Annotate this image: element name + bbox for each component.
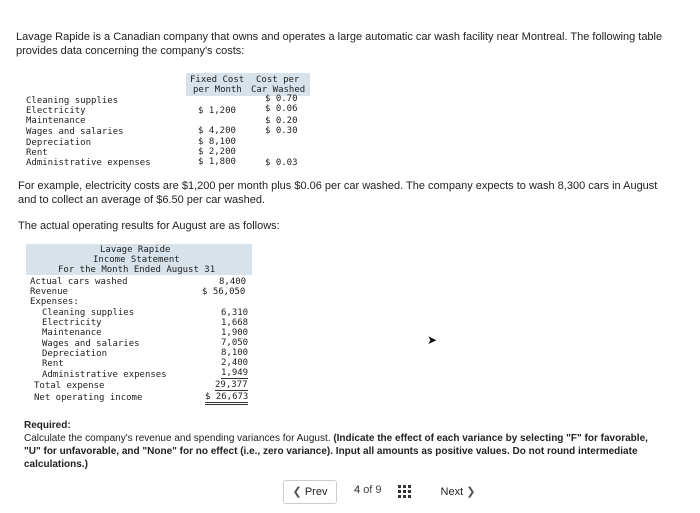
cost-row-fixed: $ 8,100 — [198, 137, 236, 147]
page-indicator — [354, 484, 382, 496]
cost-row-label: Wages and salaries — [26, 127, 124, 137]
income-title-company: Lavage Rapide — [100, 245, 171, 255]
expense-value: 1,949 — [221, 368, 249, 378]
page-of: of 9 — [363, 484, 382, 496]
cost-row-fixed: $ 1,800 — [198, 157, 236, 167]
cost-row-var: $ 0.30 — [265, 126, 298, 136]
cost-row-label: Administrative expenses — [26, 158, 151, 168]
next-button[interactable] — [430, 480, 486, 504]
prev-label: Prev — [304, 486, 328, 498]
mouse-cursor-icon: ➤ — [427, 333, 438, 347]
cost-row-label: Maintenance — [26, 116, 86, 126]
cost-row-fixed: $ 1,200 — [198, 106, 236, 116]
total-expense-value: 29,377 — [215, 380, 248, 390]
expense-label: Wages and salaries — [42, 339, 140, 349]
prev-button[interactable] — [283, 480, 337, 504]
cost-row-var: $ 0.06 — [265, 104, 298, 114]
cost-row-var: $ 0.03 — [265, 158, 298, 168]
income-title-statement: Income Statement — [93, 255, 180, 265]
actual-intro-text: The actual operating results for August are as follows: — [18, 220, 280, 232]
cars-washed-value: 8,400 — [219, 277, 247, 287]
required-title: Required: — [24, 420, 71, 431]
chevron-right-icon: ❯ — [466, 486, 476, 498]
expense-label: Cleaning supplies — [42, 308, 135, 318]
total-expense-label: Total expense — [34, 381, 105, 391]
revenue-value: $ 56,050 — [202, 287, 246, 297]
header-fixed-1: Fixed Cost — [190, 75, 245, 85]
chevron-left-icon: ❮ — [292, 486, 302, 498]
grid-icon[interactable] — [398, 485, 412, 499]
header-fixed-2: per Month — [193, 85, 242, 95]
net-income-label: Net operating income — [34, 393, 143, 403]
cost-row-fixed: $ 2,200 — [198, 147, 236, 157]
expense-label: Electricity — [42, 318, 102, 328]
cost-row-label: Cleaning supplies — [26, 96, 119, 106]
cost-row-label: Rent — [26, 148, 48, 158]
header-var-2: Car Washed — [251, 85, 306, 95]
expense-label: Administrative expenses — [42, 370, 167, 380]
intro-text: Lavage Rapide is a Canadian company that owns and operates a large automatic car wash facility near Montreal. The following table provides data concerning the company's costs: — [16, 31, 663, 57]
expense-label: Depreciation — [42, 349, 108, 359]
expense-value: 6,310 — [221, 308, 249, 318]
cost-row-label: Depreciation — [26, 138, 92, 148]
expense-label: Maintenance — [42, 328, 102, 338]
expense-value: 8,100 — [221, 348, 249, 358]
revenue-label: Revenue — [30, 287, 68, 297]
cost-row-var: $ 0.70 — [265, 94, 298, 104]
example-text: For example, electricity costs are $1,200 per month plus $0.06 per car washed. The company expects to wash 8,300 cars in August and to collect an average of $6.50 per car washed. — [18, 180, 658, 206]
income-title-period: For the Month Ended August 31 — [58, 265, 216, 275]
expense-value: 1,668 — [221, 318, 249, 328]
cars-washed-label: Actual cars washed — [30, 277, 128, 287]
expense-value: 1,900 — [221, 328, 249, 338]
expenses-label: Expenses: — [30, 297, 79, 307]
expense-label: Rent — [42, 359, 64, 369]
cost-row-var: $ 0.20 — [265, 116, 298, 126]
header-var-1: Cost per — [256, 75, 300, 85]
required-instructions: (Indicate the effect of each variance by selecting "F" for favorable, "U" for unfavorable, and "None" for no effect (i.e., zero variance). Input all amounts as positive values. Do not round intermediate calculations.) — [24, 433, 648, 470]
required-section — [24, 419, 664, 471]
expense-value: 7,050 — [221, 338, 249, 348]
cost-row-fixed: $ 4,200 — [198, 126, 236, 136]
expense-value: 2,400 — [221, 358, 249, 368]
required-text: Calculate the company's revenue and spending variances for August. — [24, 433, 331, 444]
next-label: Next — [440, 486, 464, 498]
cost-row-label: Electricity — [26, 106, 86, 116]
net-income-value: $ 26,673 — [205, 392, 248, 405]
page-current: 4 — [354, 484, 361, 496]
